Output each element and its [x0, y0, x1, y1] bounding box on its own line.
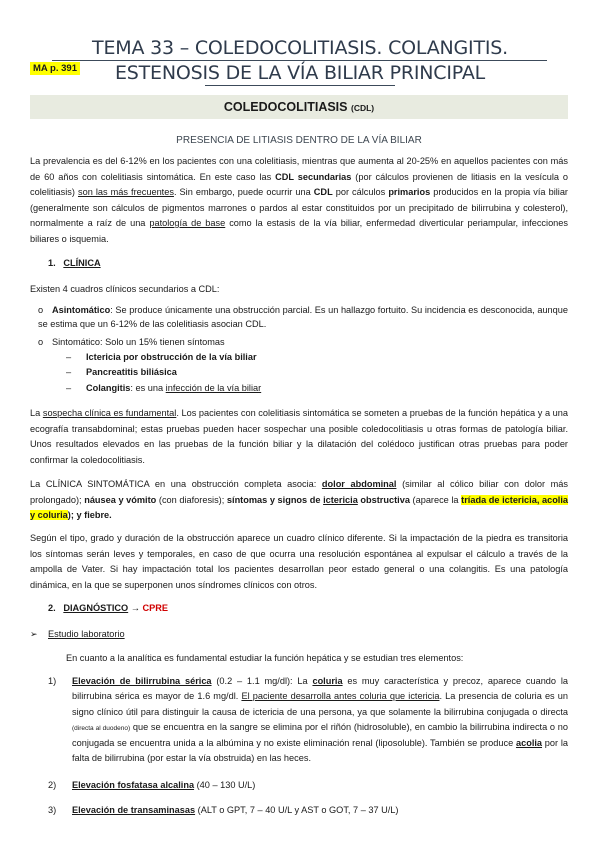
bullet-marker: o: [38, 337, 44, 347]
subheading-laboratorio: [30, 627, 125, 641]
dash-item: [66, 365, 177, 379]
p1-underline: son las más frecuentes: [77, 187, 174, 197]
title-text: TEMA 33 – COLEDOCOLITIASIS. COLANGITIS. ESTENOSIS DE LA VÍA BILIAR PRINCIPAL: [92, 37, 508, 84]
bullet-marker: o: [38, 305, 44, 315]
item-bold-underline: Elevación de transaminasas: [72, 805, 196, 815]
p1-bold: CDL secundarias: [275, 171, 352, 182]
p3-text: La CLÍNICA SINTOMÁTICA en una obstrucción completa asocia:: [30, 479, 322, 489]
item-number: 3): [48, 805, 57, 815]
dash-bold: Ictericia por obstrucción de la vía biliar: [86, 352, 257, 362]
p3-bold-underline: dolor abdominal: [321, 479, 397, 489]
p3-text: (con diaforesis);: [156, 494, 227, 505]
p1-text: (por cálculos provienen de litiasis en la vesícula o colelitiasis): [30, 171, 569, 197]
item-number: 1): [48, 676, 57, 686]
item-text-part: por la falta de bilirrubina (por estar la vía obstruida) en las heces.: [72, 738, 568, 764]
paragraph-analitica: En cuanto a la analítica es fundamental estudiar la función hepática y se estudian tres elementos:: [66, 653, 464, 663]
heading-label: CLÍNICA: [63, 258, 101, 268]
bullet-bold: Asintomático: [52, 305, 111, 315]
p1-text: producidos en la propia vía biliar (generalmente son cálculos de pigmentos marrones o pardos al estar constituidos por un precipitado de bilirrubina y colesterol), normalmente a raíz de una: [30, 187, 568, 228]
item-text-part: (40 – 130 U/L): [194, 780, 256, 790]
item-text-part: (0.2 – 1.1 mg/dl): La: [211, 676, 313, 686]
item-bold-underline: acolia: [515, 738, 543, 749]
p2-underline: sospecha clínica es fundamental: [42, 408, 177, 418]
bullet-asintomatico: [38, 303, 568, 331]
item-text-part: . La presencia de coluria es un signo clínico útil para distinguir la causa de ictericia de una persona, ya que solamente la bilirrubina conjugada o directa: [72, 691, 568, 717]
p3-text: (aparece la: [409, 494, 462, 505]
arrowhead-bullet-icon: ➢: [30, 629, 38, 639]
list-item-transaminasas: [48, 803, 398, 817]
item-bold-underline: Elevación de bilirrubina sérica: [72, 676, 212, 686]
p1-bold: primarios: [388, 187, 431, 197]
paragraph-tipo-grado: Según el tipo, grado y duración de la obstrucción aparece un cuadro clínico diferente. Si la impactación de la piedra es transitoria los síntomas serán leves y temporales, en caso de que ocurra una resolución espontánea al expulsar el cálculo a través de la ampolla de Vater. Si hay impactación total los pacientes desarrollan peor estado general o una colangitis. Es una patología dinámica, en la que se superponen unos síndromes clínicos con otros.: [30, 533, 568, 590]
page-title: [20, 36, 580, 86]
subheading-label: Estudio laboratorio: [48, 629, 125, 639]
title-rule-2: [205, 85, 395, 86]
p3-text: (similar al cólico biliar con dolor más prolongado);: [30, 479, 568, 505]
heading-number: 2.: [48, 603, 56, 613]
heading-number: 1.: [48, 258, 56, 268]
bullet-text: : Se produce únicamente una obstrucción parcial. Es un hallazgo fortuito. Su incidencia es desconocida, aunque se estima que un 6-12% de las colelitiasis asocian CDL.: [38, 305, 568, 329]
item-bold-underline: Elevación fosfatasa alcalina: [72, 780, 195, 790]
dash-marker: –: [66, 367, 72, 377]
p1-text: como la estasis de la vía biliar, enfermedad diverticular periampular, infecciones biliares o isquemia.: [30, 218, 568, 244]
dash-bold: Colangitis: [86, 383, 131, 393]
bullet-text: Sintomático: Solo un 15% tienen síntomas: [52, 337, 225, 347]
heading-clinica: [48, 258, 101, 268]
p3-bold: síntomas y signos de: [226, 494, 324, 505]
dash-item: [66, 350, 257, 364]
clinical-intro: Existen 4 cuadros clínicos secundarios a CDL:: [30, 284, 220, 294]
heading-diagnostico: [48, 603, 168, 613]
list-item-bilirrubina: [48, 674, 568, 767]
p1-bold: CDL: [313, 187, 333, 197]
heading-extra: CPRE: [142, 603, 169, 613]
paragraph-clinica-sintomatica: [30, 477, 568, 524]
section-heading: [30, 95, 568, 119]
p1-text: . Sin embargo, puede ocurrir una: [173, 187, 314, 197]
p2-text: . Los pacientes con colelitiasis sintomática se someten a pruebas de la función hepática y a una ecografía transabdominal; estas pruebas pueden hacer sospechar una posible coledocolitiasis u otras formas de patología biliar. Unos resultados elevados en las pruebas de la función biliar y la dilatación del colédoco justifican otras pruebas para poder confirmar la coledocolitiasis.: [30, 408, 568, 465]
section-subtitle: PRESENCIA DE LITIASIS DENTRO DE LA VÍA BILIAR: [176, 135, 422, 146]
item-number: 2): [48, 780, 57, 790]
section-heading-text: COLEDOCOLITIASIS: [223, 100, 348, 114]
item-text-part: que se encuentra en la sangre se elimina por el riñón (hidrosoluble), en cambio la bilirrubina indirecta o no conjugada se encuentra unida a la albúmina y no existe eliminación renal (liposoluble). También se produce: [72, 721, 568, 749]
p2-text: La: [30, 408, 43, 418]
paragraph-sospecha: [30, 406, 568, 468]
page-reference-badge: MA p. 391: [30, 62, 80, 75]
dash-item: [66, 381, 261, 395]
item-bold-underline: coluria: [312, 676, 343, 686]
dash-underline: infección de la vía biliar: [165, 383, 262, 393]
item-small-note: (directa al duodeno): [72, 724, 131, 732]
p1-text: por cálculos: [332, 187, 389, 197]
arrow-icon: →: [130, 603, 140, 613]
dash-marker: –: [66, 383, 72, 393]
item-text-part: es muy característica y precoz, aparece cuando la bilirrubina sérica es mayor de 1.6 mg/dl.: [72, 676, 568, 702]
list-item-fosfatasa: [48, 778, 255, 792]
p3-bold: ); y fiebre.: [67, 510, 112, 520]
item-text-part: (ALT o GPT, 7 – 40 U/L y AST o GOT, 7 – 37 U/L): [195, 805, 399, 815]
p1-text: La prevalencia es del 6-12% en los pacientes con una colelitiasis, mientras que aumenta al 20-25% en aquellos pacientes con más de 60 años con colelitiasis sintomática. En este caso las: [30, 156, 568, 182]
p3-bold-underline: ictericia: [323, 494, 358, 505]
p3-bold: obstructiva: [357, 494, 410, 505]
p3-highlight: tríada de ictericia, acolia y coluria: [30, 494, 569, 520]
section-heading-abbr: (CDL): [350, 103, 375, 113]
p1-underline: patología de base: [149, 218, 226, 228]
dash-marker: –: [66, 352, 72, 362]
heading-label: DIAGNÓSTICO: [63, 603, 129, 613]
title-rule: [52, 60, 547, 61]
paragraph-prevalence: [30, 154, 568, 247]
item-underline: El paciente desarrolla antes coluria que ictericia: [241, 691, 440, 702]
item-text: [72, 674, 568, 767]
dash-text: : es una: [130, 383, 166, 393]
dash-bold: Pancreatitis biliásica: [86, 367, 177, 377]
bullet-sintomatico: [38, 335, 225, 349]
p3-bold: náusea y vómito: [84, 494, 157, 505]
